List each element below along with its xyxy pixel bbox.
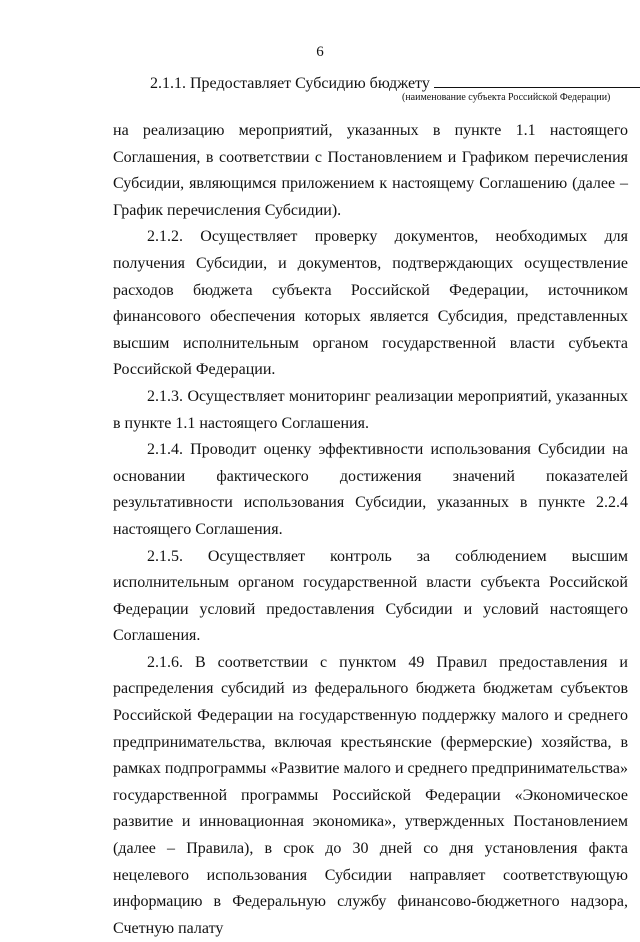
paragraph-2-1-3: 2.1.3. Осуществляет мониторинг реализации мероприятий, указанных в пункте 1.1 настоящего Соглашения. — [113, 387, 628, 432]
document-body — [113, 118, 628, 942]
fill-in-blank-line — [434, 75, 640, 88]
page-number: 6 — [316, 44, 324, 60]
paragraph-2-1-4: 2.1.4. Проводит оценку эффективности использования Субсидии на основании фактического достижения значений показателей результативности использования Субсидии, указанных в пункте 2.2.4 настоящего Соглашения. — [113, 441, 628, 538]
paragraph-2-1-6: 2.1.6. В соответствии с пунктом 49 Правил предоставления и распределения субсидий из федерального бюджета бюджетам субъектов Российской Федерации на государственную поддержку малого и среднего предпринимательства, включая крестьянские (фермерские) хозяйства, в рамках подпрограммы «Развитие малого и среднего предпринимательства» государственной программы Российской Федерации «Экономическое развитие и инновационная экономика», утвержденных Постановлением (далее – Правила), в срок до 30 дней со дня установления факта нецелевого использования Субсидии направляет соответствующую информацию в Федеральную службу финансово-бюджетного надзора, Счетную палату — [113, 653, 628, 937]
paragraph-2-1-5: 2.1.5. Осуществляет контроль за соблюдением высшим исполнительным органом государственной власти субъекта Российской Федерации условий предоставления Субсидии и условий настоящего Соглашения. — [113, 547, 628, 645]
heading-label: 2.1.1. Предоставляет Субсидию бюджету — [150, 75, 430, 92]
blank-caption: (наименование субъекта Российской Федерации) — [402, 92, 611, 103]
paragraph-continuation: на реализацию мероприятий, указанных в пункте 1.1 настоящего Соглашения, в соответствии с Постановлением и Графиком перечисления Субсидии, являющимся приложением к настоящему Соглашению (далее – График перечисления Субсидии). — [113, 122, 628, 219]
paragraph-2-1-2: 2.1.2. Осуществляет проверку документов, необходимых для получения Субсидии, и документов, подтверждающих осуществление расходов бюджета субъекта Российской Федерации, источником финансового обеспечения которых является Субсидия, представленных высшим исполнительным органом государственной власти субъекта Российской Федерации. — [113, 228, 628, 379]
section-heading — [150, 75, 640, 93]
